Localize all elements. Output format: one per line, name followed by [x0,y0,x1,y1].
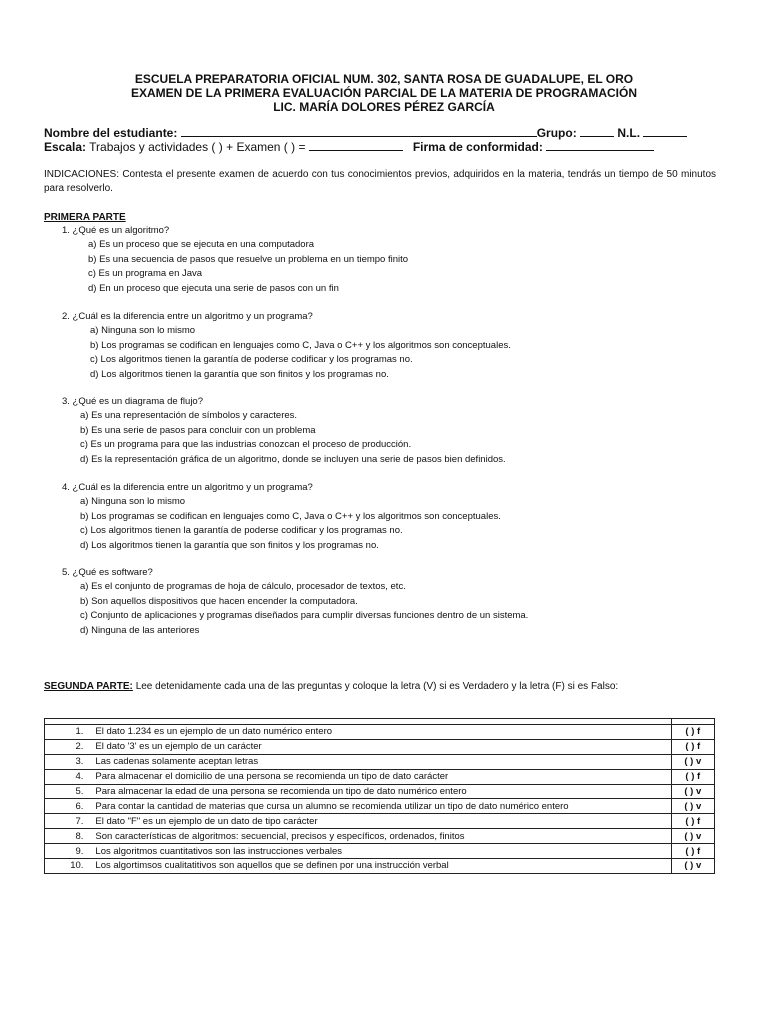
signature-label: Firma de conformidad: [412,140,543,154]
table-row [45,739,715,754]
row-number: 7. [45,814,92,829]
teacher-name: LIC. MARÍA DOLORES PÉREZ GARCÍA [273,100,495,114]
question-text: 3. ¿Qué es un diagrama de flujo? [62,396,204,407]
part2-instructions: Lee detenidamente cada una de las preguntas y coloque la letra (V) si es Verdadero y la letra (F) si es Falso: [135,681,619,692]
option-a: a) Es el conjunto de programas de hoja de cálculo, procesador de textos, etc. [80,581,406,593]
part2-intro [44,680,618,694]
row-answer-box[interactable]: ( ) f [671,739,714,754]
signature-field[interactable] [546,139,654,151]
row-answer-box[interactable]: ( ) f [671,814,714,829]
option-b: b) Es una secuencia de pasos que resuelve un problema en un tiempo finito [88,253,409,265]
row-number: 10. [45,859,92,874]
row-statement: Son características de algoritmos: secuencial, precisos y específicos, ordenados, finitos [91,829,671,844]
instructions-label: INDICACIONES: [44,169,120,180]
student-name-field[interactable] [181,125,537,137]
row-answer-box[interactable]: ( ) f [671,769,714,784]
row-answer-box[interactable]: ( ) f [671,844,714,859]
row-answer-box[interactable]: ( ) v [671,754,714,769]
exam-title: EXAMEN DE LA PRIMERA EVALUACIÓN PARCIAL DE LA MATERIA DE PROGRAMACIÓN [130,86,637,100]
row-statement: Las cadenas solamente aceptan letras [91,754,671,769]
row-statement: El dato 1.234 es un ejemplo de un dato numérico entero [91,725,671,740]
part1-title: PRIMERA PARTE [44,212,126,223]
question-text: 2. ¿Cuál es la diferencia entre un algoritmo y un programa? [62,311,313,322]
row-number: 6. [45,799,92,814]
option-b: b) Son aquellos dispositivos que hacen encender la computadora. [80,595,358,607]
option-a: a) Ninguna son lo mismo [80,496,186,508]
row-statement: Para almacenar el domicilio de una persona se recomienda un tipo de dato carácter [91,769,671,784]
question-5 [62,566,528,638]
exam-header [0,72,768,114]
table-row [45,829,715,844]
option-c: c) Los algoritmos tienen la garantía de poderse codificar y los programas no. [90,354,413,366]
option-a: a) Es un proceso que se ejecuta en una computadora [88,239,315,251]
school-name: ESCUELA PREPARATORIA OFICIAL NUM. 302, SANTA ROSA DE GUADALUPE, EL ORO [134,72,634,86]
group-field[interactable] [580,125,614,137]
table-row [45,859,715,874]
option-d: d) Ninguna de las anteriores [80,624,200,636]
nl-field[interactable] [643,125,687,137]
row-statement: Para almacenar la edad de una persona se recomienda un tipo de dato numérico entero [91,784,671,799]
option-a: a) Ninguna son lo mismo [90,325,196,337]
row-number: 4. [45,769,92,784]
row-number: 5. [45,784,92,799]
student-info-row-2 [44,139,724,154]
option-b: b) Es una serie de pasos para concluir con un problema [80,424,316,436]
option-c: c) Es un programa en Java [88,268,203,280]
row-number: 3. [45,754,92,769]
table-row [45,725,715,740]
scale-text: Trabajos y actividades ( ) + Examen ( ) = [89,140,306,154]
option-a: a) Es una representación de símbolos y caracteres. [80,410,298,422]
instructions [44,168,716,196]
row-answer-box[interactable]: ( ) f [671,725,714,740]
table-row [45,769,715,784]
option-d: d) Es la representación gráfica de un algoritmo, donde se incluyen una serie de pasos bien definidos. [80,453,506,465]
row-statement: Los algortimsos cualitatitivos son aquellos que se definen por una instrucción verbal [91,859,671,874]
table-row [45,784,715,799]
table-row [45,799,715,814]
row-statement: Los algoritmos cuantitativos son las instrucciones verbales [91,844,671,859]
table-row [45,844,715,859]
row-number: 9. [45,844,92,859]
row-statement: El dato "F" es un ejemplo de un dato de tipo carácter [91,814,671,829]
row-statement: Para contar la cantidad de materias que cursa un alumno se recomienda utilizar un tipo de dato numérico entero [91,799,671,814]
option-c: c) Conjunto de aplicaciones y programas diseñados para cumplir diversas funciones dentro de un sistema. [80,610,529,622]
nl-label: N.L. [617,126,641,140]
scale-total-field[interactable] [309,139,403,151]
question-text: 1. ¿Qué es un algoritmo? [62,225,170,236]
group-label: Grupo: [536,126,577,140]
row-answer-box[interactable]: ( ) v [671,859,714,874]
row-answer-box[interactable]: ( ) v [671,784,714,799]
instructions-text: Contesta el presente examen de acuerdo con tus conocimientos previos, adquiridos en la materia, tendrás un tiempo de 50 minutos para resolverlo. [44,169,717,194]
student-name-label: Nombre del estudiante: [44,126,178,140]
option-d: d) Los algoritmos tienen la garantía que son finitos y los programas no. [90,368,389,380]
option-d: d) Los algoritmos tienen la garantía que son finitos y los programas no. [80,539,379,551]
option-b: b) Los programas se codifican en lenguajes como C, Java o C++ y los algoritmos son conceptuales. [80,510,501,522]
question-1 [62,224,408,296]
student-info-row-1 [44,125,724,140]
option-c: c) Es un programa para que las industrias conozcan el proceso de producción. [80,439,412,451]
question-3 [62,395,506,467]
question-4 [62,481,501,553]
option-d: d) En un proceso que ejecuta una serie de pasos con un fin [88,282,339,294]
row-number: 8. [45,829,92,844]
row-answer-box[interactable]: ( ) v [671,799,714,814]
question-text: 4. ¿Cuál es la diferencia entre un algoritmo y un programa? [62,482,313,493]
option-c: c) Los algoritmos tienen la garantía de poderse codificar y los programas no. [80,525,403,537]
question-2 [62,310,511,382]
table-row [45,754,715,769]
row-number: 1. [45,725,92,740]
true-false-table [44,718,715,874]
option-b: b) Los programas se codifican en lenguajes como C, Java o C++ y los algoritmos son conceptuales. [90,339,511,351]
scale-label: Escala: [44,140,87,154]
part2-title: SEGUNDA PARTE: [44,681,133,692]
question-text: 5. ¿Qué es software? [62,567,153,578]
row-answer-box[interactable]: ( ) v [671,829,714,844]
table-row [45,814,715,829]
row-statement: El dato '3' es un ejemplo de un carácter [91,739,671,754]
row-number: 2. [45,739,92,754]
